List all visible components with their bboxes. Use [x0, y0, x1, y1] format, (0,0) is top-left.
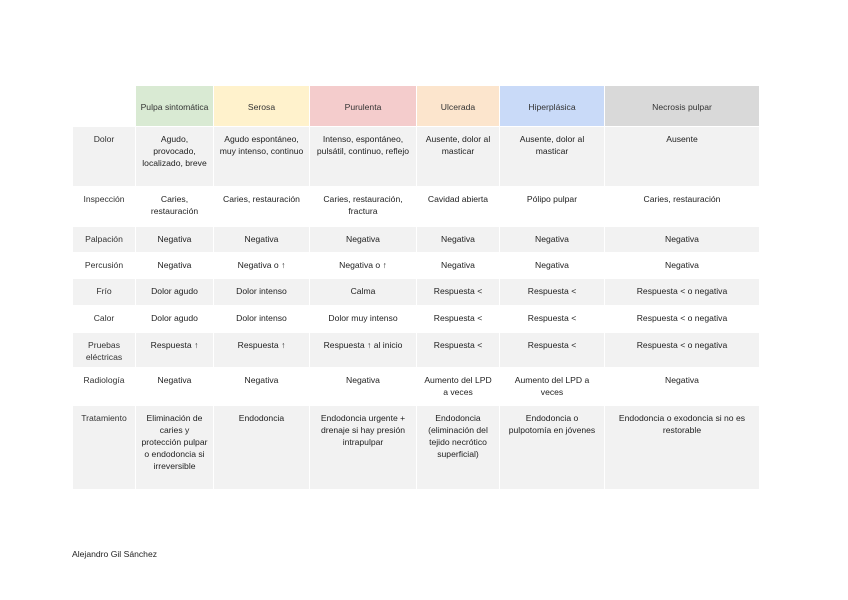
table-cell: Endodoncia urgente + drenaje si hay presión intrapulpar: [310, 406, 417, 490]
table-cell: Respuesta ↑: [136, 333, 214, 368]
table-cell: Endodoncia: [214, 406, 310, 490]
table-cell: Endodoncia (eliminación del tejido necrótico superficial): [417, 406, 500, 490]
table-cell: Dolor muy intenso: [310, 306, 417, 333]
row-header-palpacion: Palpación: [73, 227, 136, 253]
table-row: [73, 306, 760, 333]
table-cell: Negativa: [500, 253, 605, 279]
table-cell: Negativa: [417, 227, 500, 253]
row-header-frio: Frío: [73, 279, 136, 306]
table-cell: Dolor agudo: [136, 306, 214, 333]
row-header-dolor: Dolor: [73, 127, 136, 187]
table-cell: Caries, restauración, fractura: [310, 187, 417, 227]
table-cell: Ausente, dolor al masticar: [500, 127, 605, 187]
table-cell: Negativa: [310, 368, 417, 406]
table-cell: Respuesta < o negativa: [605, 279, 760, 306]
column-header-hiperplasica: Hiperplásica: [500, 86, 605, 127]
table-cell: Respuesta ↑: [214, 333, 310, 368]
author-name: Alejandro Gil Sánchez: [72, 549, 158, 559]
table-cell: Intenso, espontáneo, pulsátil, continuo, reflejo: [310, 127, 417, 187]
table-cell: Negativa: [214, 368, 310, 406]
table-row: [73, 227, 760, 253]
table-cell: Negativa: [500, 227, 605, 253]
table-cell: Negativa: [605, 227, 760, 253]
table-cell: Negativa: [136, 227, 214, 253]
row-header-calor: Calor: [73, 306, 136, 333]
table-row: [73, 127, 760, 187]
table-cell: Negativa: [417, 253, 500, 279]
table-cell: Endodoncia o exodoncia si no es restorable: [605, 406, 760, 490]
table-cell: Negativa: [136, 368, 214, 406]
table-cell: Negativa: [605, 368, 760, 406]
table-cell: Negativa: [310, 227, 417, 253]
table-cell: Endodoncia o pulpotomía en jóvenes: [500, 406, 605, 490]
table-cell: Caries, restauración: [214, 187, 310, 227]
table-cell: Calma: [310, 279, 417, 306]
column-header-pulpa-sintomatica: Pulpa sintomática: [136, 86, 214, 127]
column-header-serosa: Serosa: [214, 86, 310, 127]
table-cell: Respuesta ↑ al inicio: [310, 333, 417, 368]
table-cell: Negativa o ↑: [214, 253, 310, 279]
table-cell: Respuesta <: [417, 333, 500, 368]
table-cell: Respuesta <: [417, 306, 500, 333]
table-cell: Dolor agudo: [136, 279, 214, 306]
column-header-necrosis-pulpar: Necrosis pulpar: [605, 86, 760, 127]
table-cell: Respuesta <: [417, 279, 500, 306]
table-cell: Respuesta < o negativa: [605, 306, 760, 333]
table-cell: Dolor intenso: [214, 279, 310, 306]
table-cell: Caries, restauración: [605, 187, 760, 227]
table-cell: Negativa: [136, 253, 214, 279]
table-cell: Agudo espontáneo, muy intenso, continuo: [214, 127, 310, 187]
corner-cell: [73, 86, 136, 127]
table-cell: Pólipo pulpar: [500, 187, 605, 227]
column-header-purulenta: Purulenta: [310, 86, 417, 127]
table-cell: Respuesta <: [500, 333, 605, 368]
table-cell: Dolor intenso: [214, 306, 310, 333]
header-row: [73, 86, 760, 127]
table-cell: Respuesta < o negativa: [605, 333, 760, 368]
table-row: [73, 406, 760, 490]
row-header-inspeccion: Inspección: [73, 187, 136, 227]
row-header-percusion: Percusión: [73, 253, 136, 279]
table-cell: Ausente, dolor al masticar: [417, 127, 500, 187]
table-cell: Negativa: [214, 227, 310, 253]
table-cell: Eliminación de caries y protección pulpar o endodoncia si irreversible: [136, 406, 214, 490]
table-cell: Caries, restauración: [136, 187, 214, 227]
row-header-radiologia: Radiología: [73, 368, 136, 406]
table-row: [73, 187, 760, 227]
table-cell: Agudo, provocado, localizado, breve: [136, 127, 214, 187]
table-row: [73, 279, 760, 306]
table-cell: Respuesta <: [500, 306, 605, 333]
table-cell: Cavidad abierta: [417, 187, 500, 227]
table-cell: Respuesta <: [500, 279, 605, 306]
table-row: [73, 253, 760, 279]
table-cell: Aumento del LPD a veces: [500, 368, 605, 406]
table-cell: Negativa o ↑: [310, 253, 417, 279]
table-cell: Aumento del LPD a veces: [417, 368, 500, 406]
row-header-tratamiento: Tratamiento: [73, 406, 136, 490]
pulp-diagnosis-table: [72, 85, 760, 490]
table-cell: Negativa: [605, 253, 760, 279]
table-row: [73, 368, 760, 406]
table-row: [73, 333, 760, 368]
row-header-pruebas-electricas: Pruebas eléctricas: [73, 333, 136, 368]
column-header-ulcerada: Ulcerada: [417, 86, 500, 127]
table-cell: Ausente: [605, 127, 760, 187]
